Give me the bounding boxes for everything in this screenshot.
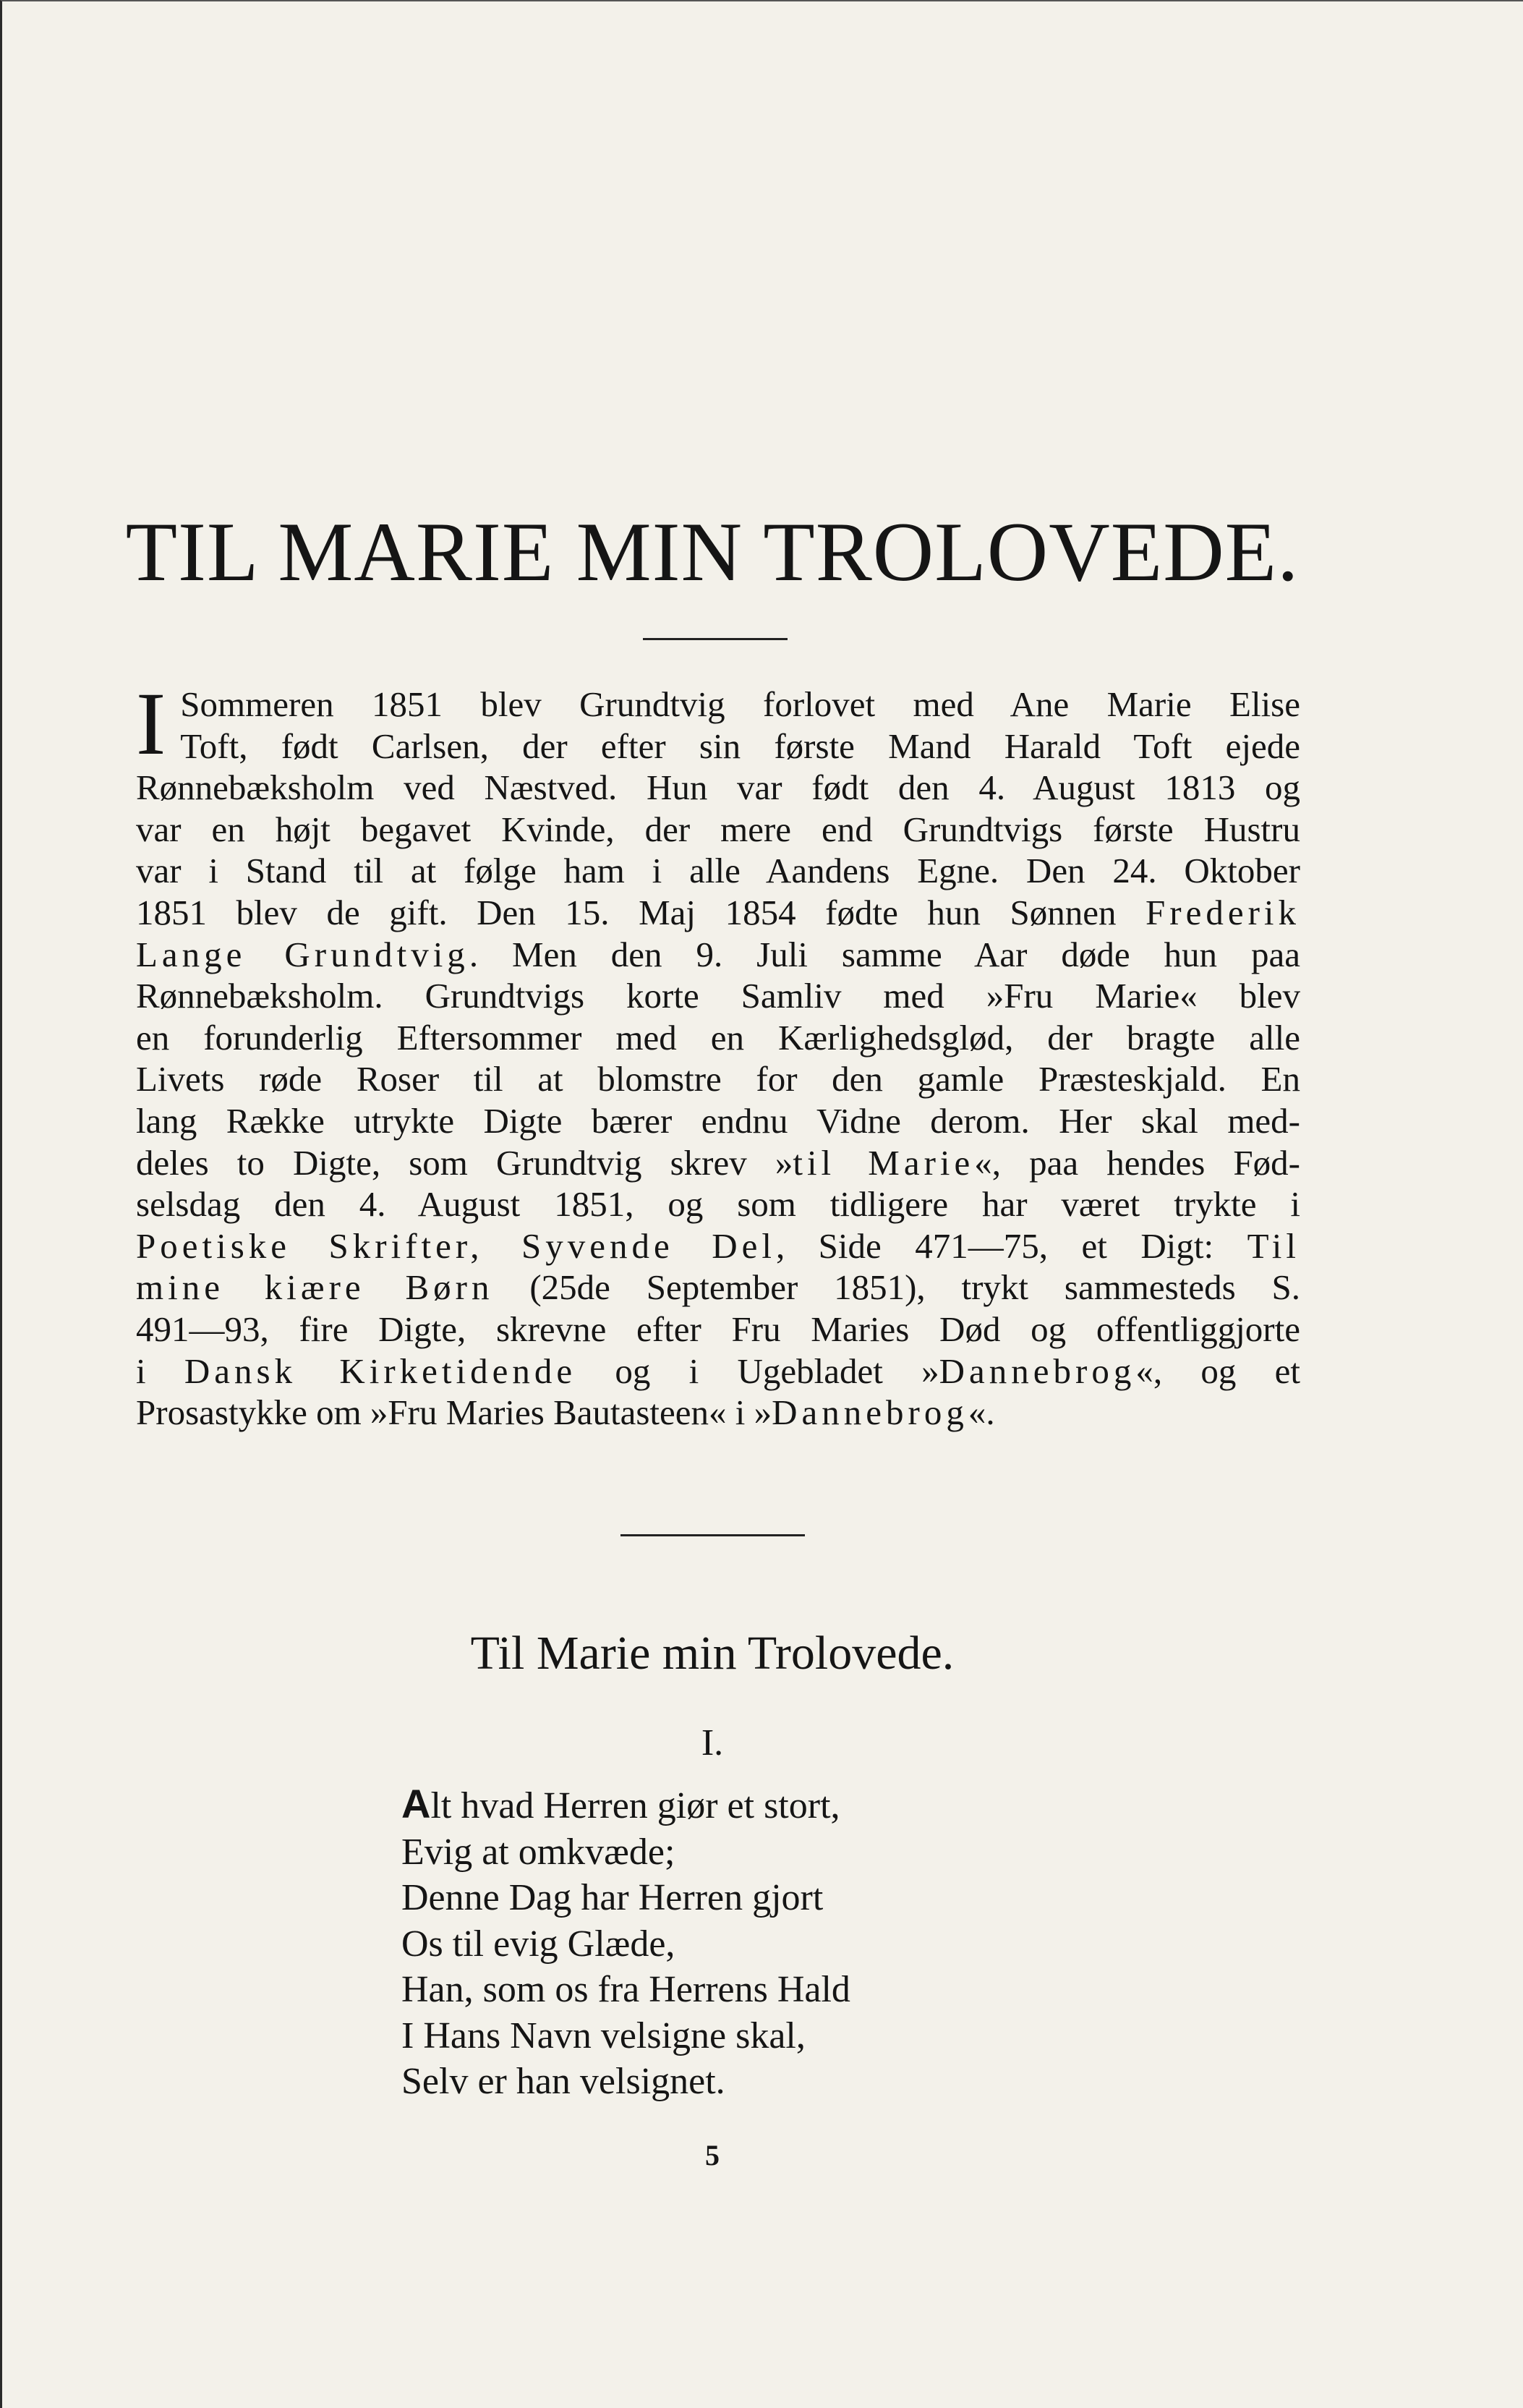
page-number: 5 [705, 2139, 720, 2171]
intro-paragraph [136, 674, 1300, 1434]
intro-line [136, 767, 1300, 809]
poem-stanza [401, 1781, 1197, 2105]
intro-line [136, 1350, 1300, 1392]
intro-text: 491—93, fire Digte, skrevne efter Fru Maries Død og offentliggjorte [136, 1309, 1300, 1349]
spaced-emphasis: mine kiære Børn [136, 1267, 494, 1308]
intro-text: og i Ugebladet » [576, 1350, 939, 1391]
spaced-emphasis: Til [1247, 1225, 1300, 1266]
spaced-emphasis: Dannebrog [939, 1350, 1136, 1391]
intro-line [136, 809, 1300, 851]
intro-line [136, 1267, 1300, 1309]
intro-text: lang Række utrykte Digte bærer endnu Vidne derom. Her skal med- [136, 1100, 1300, 1141]
intro-text: , Side 471—75, et Digt: [775, 1225, 1247, 1266]
intro-text: Sommeren 1851 blev Grundtvig forlovet med Ane Marie Elise [180, 684, 1300, 724]
poem-line: Selv er han velsignet. [401, 2061, 725, 2102]
intro-line [136, 1392, 1300, 1434]
intro-text: en forunderlig Eftersommer med en Kærlighedsglød, der bragte alle [136, 1017, 1300, 1058]
intro-text: Rønnebæksholm. Grundtvigs korte Samliv med »Fru Marie« blev [136, 976, 1300, 1016]
intro-line [136, 975, 1300, 1017]
spaced-emphasis: Lange Grundtvig [136, 934, 469, 974]
poem-line [401, 1781, 1197, 1829]
spaced-emphasis: Dannebrog [772, 1392, 968, 1433]
spaced-emphasis: til Marie [793, 1142, 975, 1183]
intro-text: i [136, 1350, 184, 1391]
intro-line [136, 1058, 1300, 1100]
intro-line [136, 1225, 1300, 1267]
poem-line: Denne Dag har Herren gjort [401, 1877, 824, 1918]
intro-text: (25de September 1851), trykt sammesteds S. [493, 1267, 1300, 1308]
intro-text: Toft, født Carlsen, der efter sin første Mand Harald Toft ejede [180, 726, 1300, 766]
poem-line: Han, som os fra Herrens Hald [401, 1969, 850, 2010]
poem-initial: A [401, 1781, 431, 1826]
poem-title: Til Marie min Trolovede. [470, 1627, 955, 1680]
poem-line: Evig at omkvæde; [401, 1831, 675, 1873]
intro-line [136, 684, 1300, 726]
intro-line [136, 850, 1300, 892]
intro-text: 1851 blev de gift. Den 15. Maj 1854 fødte hun Sønnen [136, 892, 1146, 932]
intro-text: «. [968, 1392, 995, 1433]
intro-line [136, 1183, 1300, 1225]
intro-line [136, 1142, 1300, 1184]
title-divider [643, 638, 788, 640]
intro-line [136, 726, 1300, 767]
poem-line: I Hans Navn velsigne skal, [401, 2015, 806, 2056]
intro-line [136, 1100, 1300, 1142]
drop-cap: I [136, 674, 166, 773]
spaced-emphasis: Frederik [1146, 892, 1300, 932]
intro-text: var en højt begavet Kvinde, der mere end Grundtvigs første Hustru [136, 809, 1300, 849]
intro-line [136, 1017, 1300, 1059]
intro-text: Prosastykke om »Fru Maries Bautasteen« i » [136, 1392, 772, 1433]
intro-text: Livets røde Roser til at blomstre for den gamle Præsteskjald. En [136, 1059, 1300, 1099]
intro-line [136, 892, 1300, 934]
intro-text: var i Stand til at følge ham i alle Aandens Egne. Den 24. Oktober [136, 851, 1300, 891]
poem-line: Os til evig Glæde, [401, 1923, 675, 1965]
intro-text: deles to Digte, som Grundtvig skrev » [136, 1142, 793, 1183]
intro-text: «, og et [1135, 1350, 1300, 1391]
page-title: TIL MARIE MIN TROLOVEDE. [125, 506, 1300, 599]
intro-text: . Men den 9. Juli samme Aar døde hun paa [469, 934, 1300, 974]
spaced-emphasis: Dansk Kirketidende [184, 1350, 577, 1391]
intro-text: selsdag den 4. August 1851, og som tidligere har været trykte i [136, 1184, 1300, 1225]
intro-line [136, 934, 1300, 976]
poem-section-number: I. [701, 1722, 724, 1764]
spaced-emphasis: Poetiske Skrifter, Syvende Del [136, 1225, 776, 1266]
section-divider [620, 1534, 805, 1536]
intro-text: Rønnebæksholm ved Næstved. Hun var født den 4. August 1813 og [136, 767, 1300, 808]
intro-text: «, paa hendes Fød- [974, 1142, 1300, 1183]
poem-line-text: lt hvad Herren giør et stort, [430, 1785, 840, 1826]
intro-line [136, 1309, 1300, 1350]
